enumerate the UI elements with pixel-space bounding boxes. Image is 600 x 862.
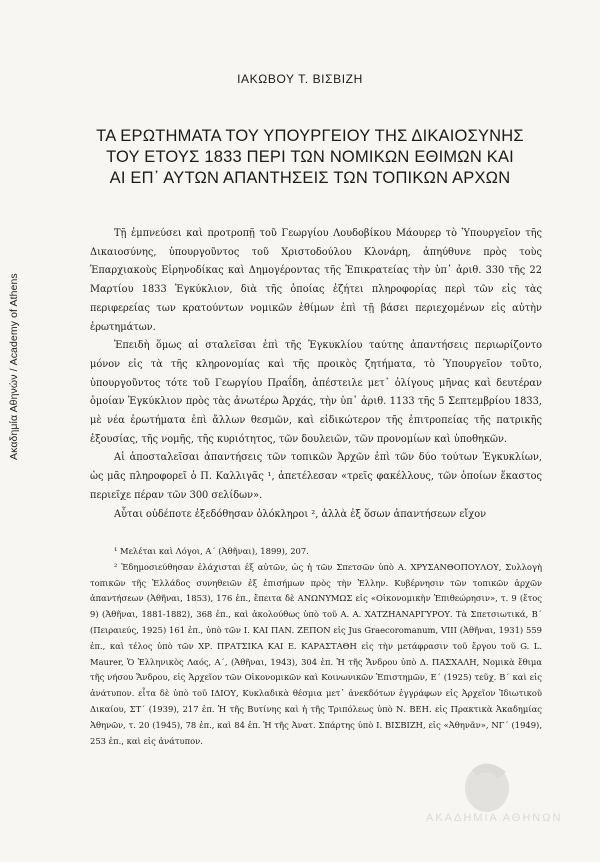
title-line: ΤΑ ΕΡΩΤΗΜΑΤΑ ΤΟΥ ΥΠΟΥΡΓΕΙΟΥ ΤΗΣ ΔΙΚΑΙΟΣΥΝΗΣ: [96, 127, 524, 145]
body-paragraph: Ἐπειδὴ ὅμως αἱ σταλεῖσαι ἐπὶ τῆς Ἐγκυκλίου ταύτης ἀπαντήσεις περιωρίζοντο μόνον εἰς τὰ τῆς κληρονομίας καὶ τῆς προικὸς ζητήματα, τὸ Ὑπουργεῖον τοῦτο, ὑπουργοῦντος τότε τοῦ Γεωργίου Πραΐδη, ἀπέστειλε μετ᾿ ὀλίγους μῆνας καὶ δευτέραν ὁμοίαν Ἐγκύκλιον πρὸς τὰς ἀνωτέρω Ἀρχάς, τὴν ὑπ᾿ ἀριθ. 1133 τῆς 5 Σεπτεμβρίου 1833, μὲ νέα ἐρωτήματα ἐπὶ ἄλλων θεσμῶν, καὶ εἰδικώτερον τῆς ἐπιτροπείας τῆς πατρικῆς ἐξουσίας, τῆς νομῆς, τῆς κυριότητος, τῶν δουλειῶν, τῶν προνομίων καὶ ὑποθηκῶν.: [90, 340, 542, 445]
body-paragraph: Τῇ ἐμπνεύσει καὶ προτροπῇ τοῦ Γεωργίου Λουδοβίκου Μάουρερ τὸ Ὑπουργεῖον τῆς Δικαιοσύνης, ὑπουργοῦντος τοῦ Χριστοδούλου Κλονάρη, ἀπηύθυνε πρὸς τοὺς Ἐπαρχιακοὺς Εἰρηνοδίκας καὶ Δημογέροντας τῆς Ἐπικρατείας τὴν ὑπ᾿ ἀριθ. 330 τῆς 22 Μαρτίου 1833 Ἐγκύκλιον, διὰ τῆς ὁποίας ἐζήτει πληροφορίας περὶ τῶν εἰς τὰς περιφερείας των κρατούντων νομικῶν ἐθίμων ἐπὶ τῇ βάσει περιεχομένων εἰς αὐτὴν ἐρωτημάτων.: [90, 228, 542, 333]
author-name: ΙΑΚΩΒΟΥ Τ. ΒΙΣΒΙΖΗ: [237, 72, 363, 86]
footnote: ² Ἐδημοσιεύθησαν ἐλάχισται ἐξ αὐτῶν, ὡς ἡ τῶν Σπετσῶν ὑπὸ Α. ΧΡΥΣΑΝΘΟΠΟΥΛΟΥ, Συλλογὴ τοπικῶν τῆς Ἑλλάδος συνηθειῶν ἐξ ἐπισήμων πρὸς τὴν Ἑλλην. Κυβέρνησιν τῶν τοπικῶν ἀρχῶν ἀπαντήσεων (Ἀθῆναι, 1853), 176 ἐπ., ἔπειτα δὲ ΑΝΩΝΥΜΩΣ εἰς «Οἰκονομικὴν Ἐπιθεώρησιν», τ. 9 (ἔτος 9) (Ἀθῆναι, 1881-1882), 368 ἐπ., καὶ ἀκολούθως ὑπὸ τοῦ Α. Α. ΧΑΤΖΗΑΝΑΡΓΥΡΟΥ. Τὰ Σπετσιωτικά, Β΄ (Πειραιεύς, 1925) 161 ἐπ., ὑπὸ τῶν Ι. ΚΑΙ ΠΑΝ. ΖΕΠΟΝ εἰς Jus Graecoromanum, VIII (Ἀθῆναι, 1931) 559 ἐπ., καὶ τέλος ὑπὸ τῶν ΧΡ. ΠΡΑΤΣΙΚΑ ΚΑΙ Ε. ΚΑΡΑΣΤΑΘΗ εἰς τὴν μετάφρασιν τοῦ ἔργου τοῦ G. L. Maurer, Ὁ Ἑλληνικὸς Λαός, Α΄, (Ἀθῆναι, 1943), 304 ἐπ. Ἡ τῆς Ἄνδρου ὑπὸ Δ. ΠΑΣΧΑΛΗ, Νομικὰ ἔθιμα τῆς νήσου Ἄνδρου, εἰς Ἀρχεῖον τῶν Οἰκονομικῶν καὶ Κοινωνικῶν Ἐπιστημῶν, Ε΄ (1925) τεῦχ. Β΄ καὶ εἰς ἀνάτυπον. εἶτα δὲ ὑπὸ τοῦ ΙΔΙΟΥ, Κυκλαδικὰ θέσμια μετ᾿ ἀνεκδότων ἐγγράφων εἰς Ἀρχεῖον Ἰδιωτικοῦ Δικαίου, ΣΤ΄ (1939), 217 ἐπ. Ἡ τῆς Βυτίνης καὶ ἡ τῆς Τριπόλεως ὑπὸ Ν. ΒΕΗ. εἰς Πρακτικὰ Ἀκαδημίας Ἀθηνῶν, τ. 20 (1945), 78 ἐπ., καὶ 84 ἐπ. Ἡ τῆς Ἀνατ. Σπάρτης ὑπὸ Ι. ΒΙΣΒΙΖΗ, εἰς «Ἀθηνᾶν», ΝΓ΄ (1949), 253 ἐπ., καὶ εἰς ἀνάτυπον.: [90, 561, 542, 746]
athena-head-icon: [402, 760, 572, 840]
article-body: [90, 225, 542, 524]
footnote: ¹ Μελέται καὶ Λόγοι, Α΄ (Ἀθῆναι), 1899), 207.: [114, 546, 309, 556]
watermark-text: ΑΚΑΔΗΜΙΑ ΑΘΗΝΩΝ: [426, 812, 563, 824]
title-line: ΤΟΥ ΕΤΟΥΣ 1833 ΠΕΡΙ ΤΩΝ ΝΟΜΙΚΩΝ ΕΘΙΜΩΝ ΚΑΙ: [106, 148, 514, 166]
footnotes: [90, 544, 542, 749]
article-title: [70, 126, 550, 189]
archive-side-label: Ακαδημία Αθηνών / Academy of Athens: [8, 273, 20, 460]
title-line: ΑΙ ΕΠ᾿ ΑΥΤΩΝ ΑΠΑΝΤΗΣΕΙΣ ΤΩΝ ΤΟΠΙΚΩΝ ΑΡΧΩΝ: [109, 169, 511, 187]
body-paragraph: Αὗται οὐδέποτε ἐξεδόθησαν ὁλόκληροι ², ἀλλὰ ἐξ ὅσων ἀπαντήσεων εἴχον: [114, 508, 487, 520]
body-paragraph: Αἱ ἀποσταλεῖσαι ἀπαντήσεις τῶν τοπικῶν Ἀρχῶν ἐπὶ τῶν δύο τούτων Ἐγκυκλίων, ὡς μᾶς πληροφορεῖ ὁ Π. Καλλιγᾶς ¹, ἀπετέλεσαν «τρεῖς φακέλλους, τῶν ὁποίων ἕκαστος περιεῖχε πέραν τῶν 300 σελίδων».: [90, 452, 542, 501]
academy-watermark: [402, 760, 572, 840]
